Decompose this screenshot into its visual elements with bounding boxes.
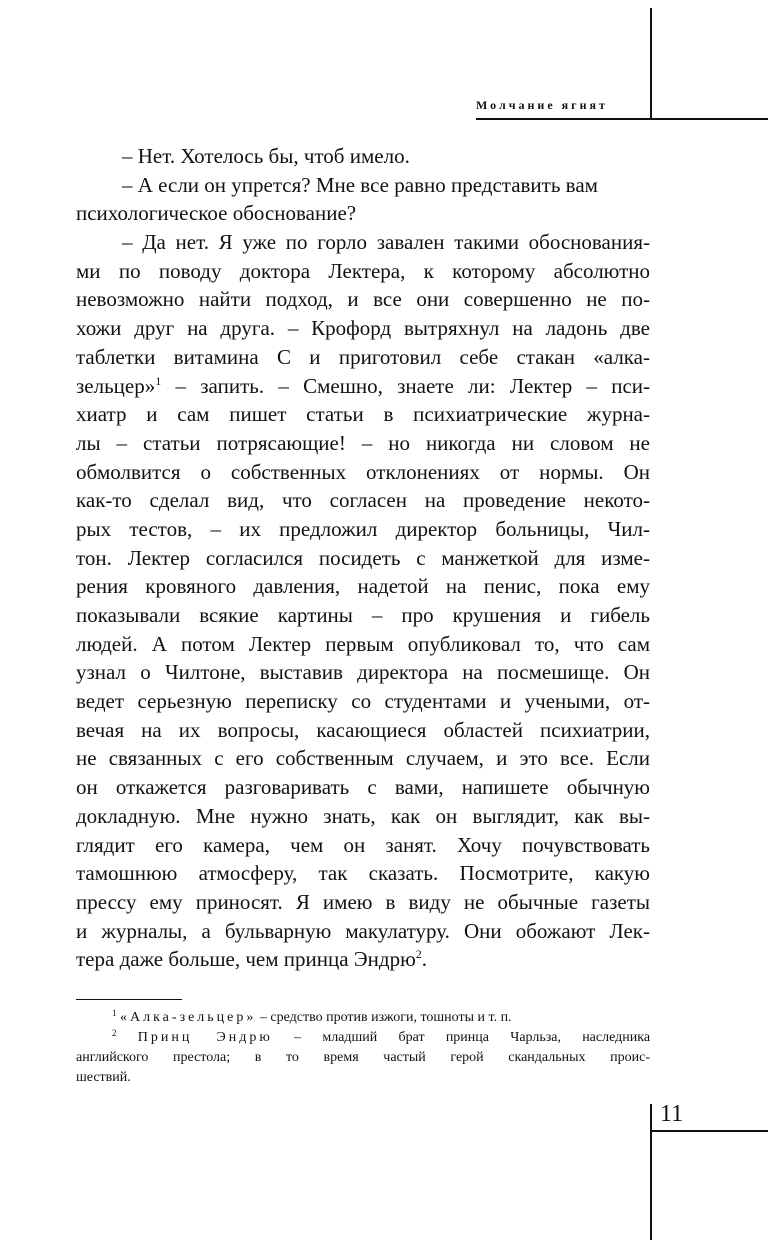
text-line: невозможно найти подход, и все они совершенно не по- <box>76 287 650 312</box>
header-vertical-rule <box>650 8 652 120</box>
text-line: докладную. Мне нужно знать, как он выглядит, как вы- <box>76 803 650 828</box>
text-line: таблетки витамина С и приготовил себе стакан «алка- <box>76 344 650 369</box>
page-number: 11 <box>660 1101 684 1127</box>
footnote-separator <box>76 999 182 1000</box>
text-line: вечая на их вопросы, касающиеся областей психиатрии, <box>76 717 650 742</box>
text-line: не связанных с его собственным случаем, и это все. Если <box>76 746 650 771</box>
footnote-2-line: английского престола; в то время частый герой скандальных проис- <box>76 1050 650 1065</box>
text-line: – Да нет. Я уже по горло завален такими обоснования- <box>122 230 650 255</box>
footnote-2-term: Принц Эндрю <box>137 1030 273 1045</box>
text-fragment: зельцер» <box>76 373 156 398</box>
text-line: психологическое обоснование? <box>76 201 357 226</box>
footnote-2-mark: 2 <box>112 1028 117 1038</box>
text-line: ведет серьезную переписку со студентами и учеными, от- <box>76 689 650 714</box>
text-fragment: – запить. – Смешно, знаете ли: Лектер – пси- <box>175 373 650 398</box>
footnote-2-line: шествий. <box>76 1070 131 1085</box>
text-line: лы – статьи потрясающие! – но никогда ни словом не <box>76 430 650 455</box>
text-line: рых тестов, – их предложил директор больницы, Чил- <box>76 516 650 541</box>
text-line: ми по поводу доктора Лектера, к которому абсолютно <box>76 258 650 283</box>
text-line: тамошнюю атмосферу, так сказать. Посмотрите, какую <box>76 861 650 886</box>
text-line: хиатр и сам пишет статьи в психиатрические журна- <box>76 402 650 427</box>
main-text <box>76 142 650 974</box>
text-line: узнал о Чилтоне, выставив директора на посмешище. Он <box>76 660 650 685</box>
footnote-ref-2: 2 <box>415 947 422 962</box>
running-title: Молчание ягнят <box>476 98 608 112</box>
text-line: тон. Лектер согласился посидеть с манжеткой для изме- <box>76 545 650 570</box>
footnote-2 <box>76 1028 650 1048</box>
footnote-2-text: – младший брат принца Чарльза, наследника <box>294 1030 651 1045</box>
text-line: обмолвится о собственных отклонениях от нормы. Он <box>76 459 650 484</box>
footer-horizontal-rule <box>650 1130 768 1132</box>
text-line: – Нет. Хотелось бы, чтоб имело. <box>122 144 410 168</box>
text-line: глядит его камера, чем он занят. Хочу почувствовать <box>76 832 650 857</box>
footnote-ref-1: 1 <box>155 373 162 388</box>
text-line: – А если он упрется? Мне все равно представить вам <box>122 172 598 197</box>
text-line: хожи друг на друга. – Крофорд вытряхнул на ладонь две <box>76 316 650 341</box>
footnote-1-text: – средство против изжоги, тошноты и т. п. <box>259 1010 512 1025</box>
footnote-1 <box>76 1008 650 1028</box>
text-line: людей. А потом Лектер первым опубликовал то, что сам <box>76 631 650 656</box>
text-line: прессу ему приносят. Я имею в виду не обычные газеты <box>76 889 650 914</box>
text-line: он откажется разговаривать с вами, напишете обычную <box>76 775 650 800</box>
footnote-1-mark: 1 <box>112 1008 117 1018</box>
text-line: и журналы, а бульварную макулатуру. Они обожают Лек- <box>76 918 650 943</box>
text-fragment: тера даже больше, чем принца Эндрю <box>76 947 416 972</box>
text-line: тера даже больше, чем принца Эндрю$^2$. <box>76 947 428 972</box>
text-line: как-то сделал вид, что согласен на проведение некото- <box>76 488 650 513</box>
footnotes <box>76 1008 650 1088</box>
footer-vertical-rule <box>650 1104 652 1240</box>
text-line: показывали всякие картины – про крушения и гибель <box>76 603 650 627</box>
text-line: рения кровяного давления, надетой на пенис, пока ему <box>76 574 650 599</box>
header-horizontal-rule <box>476 118 768 120</box>
text-line <box>76 372 650 401</box>
footnote-1-term: «Алка-зельцер» <box>120 1010 257 1025</box>
